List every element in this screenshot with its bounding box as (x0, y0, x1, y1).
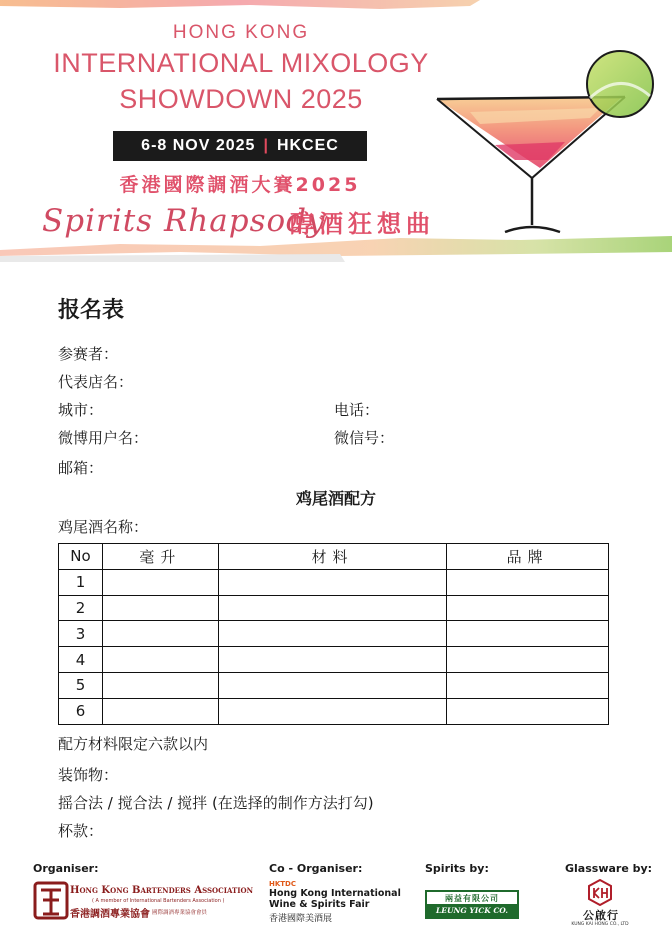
hkba-logo-icon (33, 880, 69, 920)
header-hong-kong: HONG KONG (172, 22, 310, 43)
recipe-table (58, 543, 609, 725)
table-row (59, 595, 609, 621)
leung-yick-cn: 兩益有限公司 (445, 894, 499, 903)
header-chinese-title: 香港國際調酒大賽2025 (119, 174, 361, 196)
brand-cell[interactable] (447, 672, 609, 698)
hkba-name-en: Hong Kong Bartenders Association (70, 885, 254, 896)
row-number: 5 (59, 672, 103, 698)
col-header-brand: 品牌 (447, 544, 609, 570)
hkiwsf-name-en: Hong Kong International Wine & Spirits Fair (269, 888, 401, 910)
hkiwsf-name-cn: 香港國際美酒展 (269, 914, 333, 924)
theme-english: Spirits Rhapsody (42, 203, 326, 239)
col-header-ingredient: 材料 (218, 544, 447, 570)
ingredient-cell[interactable] (218, 647, 447, 673)
ml-cell[interactable] (102, 621, 218, 647)
theme-chinese: 醇酒狂想曲 (290, 210, 435, 238)
ml-cell[interactable] (102, 672, 218, 698)
brand-cell[interactable] (447, 647, 609, 673)
kung-kai-hong-cn: 公啟行 (583, 909, 619, 922)
coorganiser-label: Co - Organiser: (269, 862, 363, 875)
ingredient-cell[interactable] (218, 621, 447, 647)
organiser-label: Organiser: (33, 862, 99, 875)
row-number: 4 (59, 647, 103, 673)
leung-yick-logo (425, 890, 519, 928)
brand-cell[interactable] (447, 698, 609, 724)
table-row (59, 672, 609, 698)
contestant-field[interactable]: 参赛者： (58, 345, 119, 363)
header-banner (0, 0, 672, 262)
cocktail-name-field[interactable]: 鸡尾酒名称： (58, 518, 149, 536)
row-number: 2 (59, 595, 103, 621)
glass-field[interactable]: 杯款： (58, 822, 104, 840)
table-header-row (59, 544, 609, 570)
row-number: 6 (59, 698, 103, 724)
header-title-line-1: INTERNATIONAL MIXOLOGY (53, 48, 429, 78)
method-field[interactable]: 摇合法 / 搅合法 / 搅拌 (在选择的制作方法打勾) (58, 794, 374, 812)
ml-cell[interactable] (102, 569, 218, 595)
header-title-line-2: SHOWDOWN 2025 (119, 84, 363, 114)
date-venue-band (113, 131, 367, 161)
hkba-name-cn: 香港調酒專業協會 (70, 909, 150, 920)
table-row (59, 569, 609, 595)
ml-cell[interactable] (102, 647, 218, 673)
hktdc-logo: HKTDC (269, 880, 297, 888)
kung-kai-hong-logo-icon (588, 879, 612, 906)
ml-cell[interactable] (102, 698, 218, 724)
table-row (59, 647, 609, 673)
spirits-label: Spirits by: (425, 862, 489, 875)
kung-kai-hong-en: KUNG KAI HONG CO., LTD (571, 922, 629, 927)
table-row (59, 698, 609, 724)
hkba-member-cn: 國際調酒專業協會會員 (152, 910, 208, 916)
event-date: 6-8 NOV 2025 (141, 137, 256, 154)
form-title: 报名表 (58, 298, 125, 323)
date-separator: | (263, 137, 269, 154)
brand-cell[interactable] (447, 621, 609, 647)
city-field[interactable]: 城市： (58, 401, 104, 419)
row-number: 3 (59, 621, 103, 647)
wechat-field[interactable]: 微信号： (334, 429, 395, 447)
glassware-label: Glassware by: (565, 862, 653, 875)
table-row (59, 621, 609, 647)
event-venue: HKCEC (276, 137, 339, 154)
ingredient-cell[interactable] (218, 672, 447, 698)
bar-name-field[interactable]: 代表店名： (58, 373, 134, 391)
weibo-field[interactable]: 微博用户名： (58, 429, 149, 447)
ingredient-cell[interactable] (218, 569, 447, 595)
brand-cell[interactable] (447, 595, 609, 621)
leung-yick-en: LEUNG YICK CO. LTD (427, 904, 517, 917)
brand-cell[interactable] (447, 569, 609, 595)
recipe-section-title: 鸡尾酒配方 (295, 489, 376, 508)
ingredient-limit-note: 配方材料限定六款以内 (58, 735, 209, 753)
row-number: 1 (59, 569, 103, 595)
hkba-member-note: ( A member of International Bartenders Association ) (92, 898, 225, 904)
ml-cell[interactable] (102, 595, 218, 621)
ingredient-cell[interactable] (218, 698, 447, 724)
email-field[interactable]: 邮箱： (58, 459, 104, 477)
col-header-ml: 毫升 (102, 544, 218, 570)
garnish-field[interactable]: 装饰物： (58, 766, 119, 784)
ingredient-cell[interactable] (218, 595, 447, 621)
col-header-no: No (59, 544, 103, 570)
phone-field[interactable]: 电话： (334, 401, 380, 419)
